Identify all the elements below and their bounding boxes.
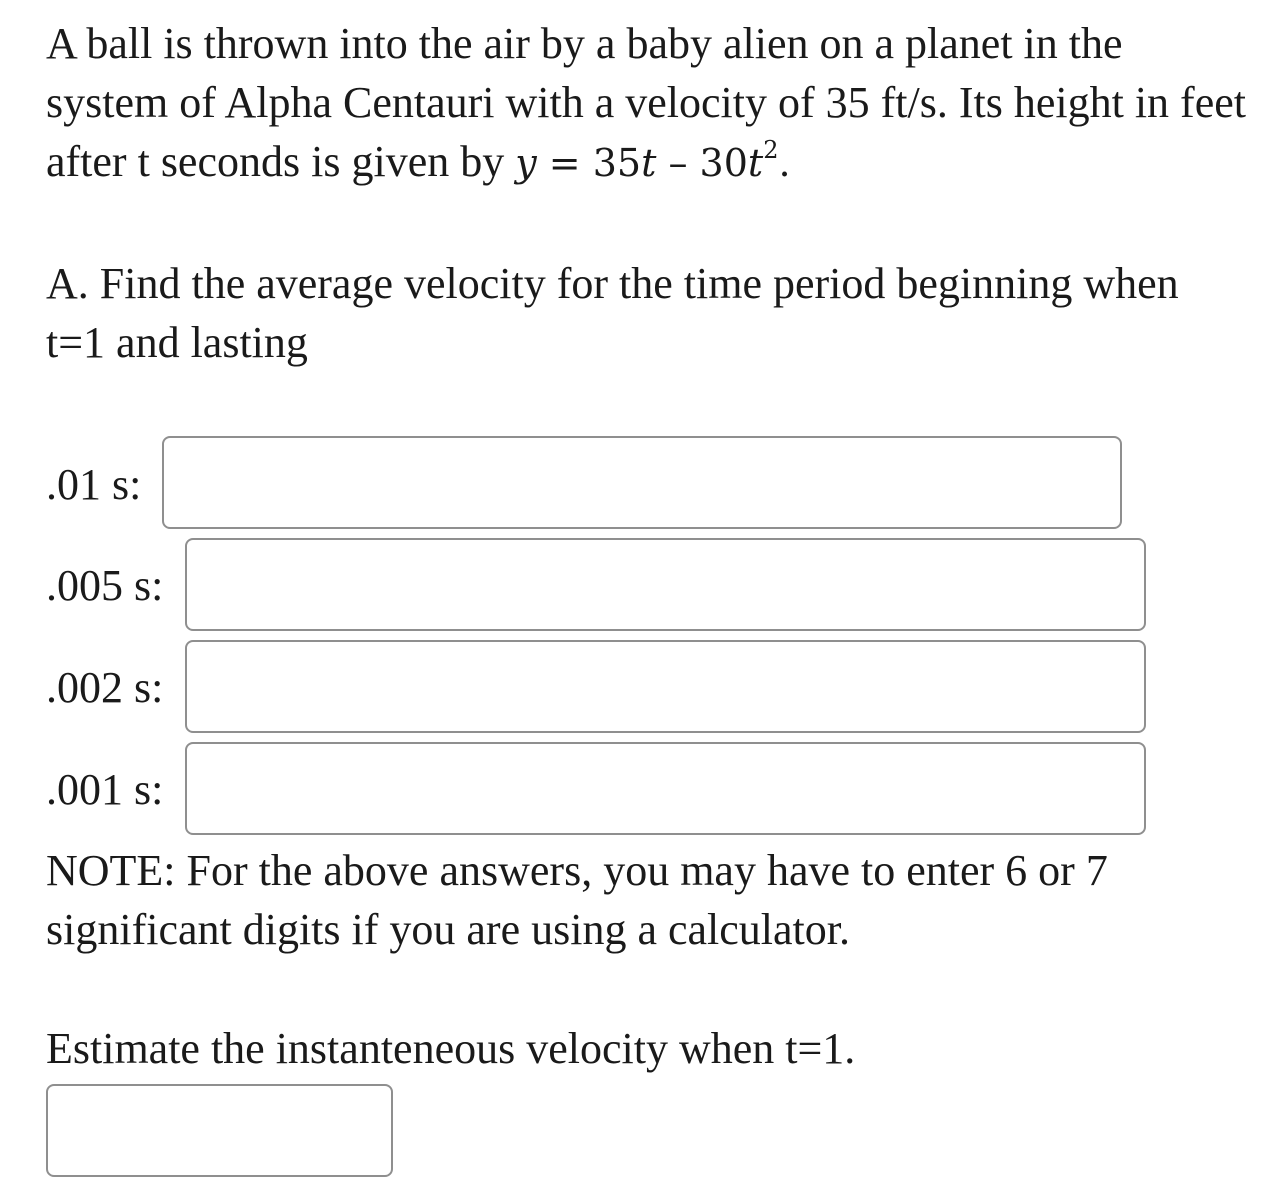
instantaneous-velocity-input[interactable]	[46, 1084, 393, 1177]
equation-term2-var: t	[747, 141, 764, 185]
equation-term2-exponent: 2	[763, 136, 779, 164]
note-text: NOTE: For the above answers, you may have to enter 6 or 7 significant digits if you are using a calculator.	[46, 846, 1108, 954]
equation-minus: –	[668, 141, 688, 185]
interval-label-001: .001 s:	[46, 765, 164, 814]
answer-input-002[interactable]	[185, 640, 1146, 733]
answer-input-005[interactable]	[185, 538, 1146, 631]
interval-label-005: .005 s:	[46, 561, 164, 610]
equation-term2-coef: 30	[699, 141, 748, 185]
equation-lhs: y	[515, 141, 537, 185]
interval-label-01: .01 s:	[46, 460, 142, 509]
answer-input-001[interactable]	[185, 742, 1146, 835]
equation-end: .	[778, 141, 791, 185]
problem-text: A ball is thrown into the air by a baby alien on a planet in the system of Alpha Centauri with a velocity of 35 ft/s. Its height in feet after t seconds is given by	[46, 19, 1246, 186]
problem-statement	[46, 14, 1246, 193]
estimate-prompt: Estimate the instanteneous velocity when t=1.	[46, 1024, 856, 1073]
answer-input-01[interactable]	[162, 436, 1122, 529]
part-a-prompt: A. Find the average velocity for the time period beginning when t=1 and lasting	[46, 259, 1179, 367]
height-equation	[515, 136, 791, 185]
equation-equals: =	[548, 141, 581, 185]
equation-term1-coef: 35	[592, 141, 642, 185]
equation-term1-var: t	[641, 141, 657, 185]
interval-label-002: .002 s:	[46, 663, 164, 712]
